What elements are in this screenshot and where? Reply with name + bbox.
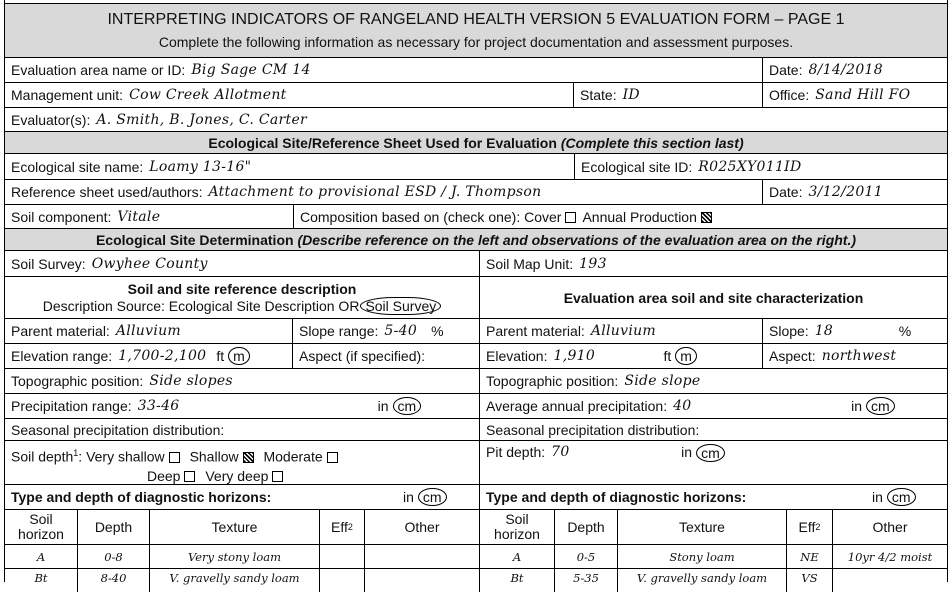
left-parent-material-label: Parent material: — [11, 323, 110, 339]
eco-header-text: Ecological Site/Reference Sheet Used for Evaluation — [208, 134, 561, 151]
right-precipitation-field[interactable] — [479, 394, 947, 418]
left-col-soil-horizon — [5, 510, 77, 544]
cover-checkbox[interactable] — [565, 212, 576, 223]
right-seasonal-precip-field[interactable]: Seasonal precipitation distribution: — [479, 419, 947, 440]
left-elevation-field[interactable] — [5, 344, 292, 368]
row-topographic-position — [5, 368, 947, 393]
soil-survey-circled-option[interactable]: Soil Survey — [360, 297, 441, 315]
right-pit-depth-field[interactable] — [479, 441, 947, 484]
right-topo-label: Topographic position: — [486, 373, 619, 389]
left-precip-label: Precipitation range: — [11, 398, 132, 414]
left-slope-value: 5-40 — [384, 323, 418, 339]
very-shallow-checkbox[interactable] — [169, 452, 180, 463]
right-parent-material-field[interactable] — [479, 319, 762, 343]
state-field[interactable] — [573, 83, 762, 107]
soil-survey-value: Owyhee County — [91, 255, 208, 272]
left-parent-material-field[interactable] — [5, 319, 292, 343]
left-slope-label: Slope range: — [299, 323, 379, 339]
office-field[interactable] — [762, 83, 947, 107]
right-aspect-field[interactable] — [762, 344, 947, 368]
right-col-horizon-line2: horizon — [494, 526, 540, 542]
right-slope-label: Slope: — [769, 323, 809, 339]
table-row — [5, 568, 947, 592]
reference-description-header — [5, 277, 479, 318]
left-topo-value: Side slopes — [149, 373, 233, 389]
left-col-horizon-line2: horizon — [18, 526, 64, 542]
date-value: 8/14/2018 — [808, 62, 883, 78]
soil-survey-field[interactable] — [5, 251, 479, 276]
row-soil-depth — [5, 440, 947, 484]
shallow-label: Shallow — [189, 448, 239, 465]
soil-depth-colon: : — [78, 448, 83, 465]
right-col-horizon-line1: Soil — [505, 511, 529, 527]
reference-date-value: 3/12/2011 — [808, 184, 883, 200]
right-col-texture: Texture — [617, 510, 786, 544]
right-elevation-field[interactable] — [479, 344, 762, 368]
left-elevation-value: 1,700-2,100 — [118, 348, 207, 364]
right-elevation-ft: ft — [663, 348, 672, 364]
very-shallow-label: Very shallow — [86, 448, 165, 465]
right-row2-texture[interactable]: V. gravelly sandy loam — [617, 569, 786, 592]
row-parent-material — [5, 318, 947, 343]
right-col-eff-sup: 2 — [815, 522, 821, 532]
right-col-soil-horizon — [479, 510, 554, 544]
pit-depth-value: 70 — [551, 444, 570, 460]
very-deep-checkbox[interactable] — [272, 471, 283, 482]
soil-map-unit-label: Soil Map Unit: — [486, 255, 574, 272]
left-row1-horizon[interactable]: A — [36, 549, 46, 564]
left-row2-horizon[interactable]: Bt — [34, 571, 48, 585]
left-topo-label: Topographic position: — [11, 373, 144, 389]
right-horizons-header — [479, 485, 947, 509]
reference-date-field[interactable] — [762, 180, 947, 204]
row-description-titles — [5, 276, 947, 318]
eco-header-note: (Complete this section last) — [560, 134, 744, 151]
site-determination-section-header — [5, 228, 947, 250]
right-col-other: Other — [832, 510, 947, 544]
left-soil-depth-field — [5, 441, 479, 484]
reference-description-title: Soil and site reference description — [127, 280, 357, 297]
right-row2-other[interactable] — [832, 569, 947, 592]
row-precipitation — [5, 393, 947, 418]
right-aspect-label: Aspect: — [769, 348, 816, 364]
row-ecological-site — [5, 153, 947, 179]
right-horizons-in: in — [872, 489, 883, 505]
left-aspect-label: Aspect (if specified): — [299, 348, 426, 364]
moderate-checkbox[interactable] — [327, 452, 338, 463]
left-precip-in: in — [377, 398, 389, 414]
right-precip-label: Average annual precipitation: — [486, 398, 668, 414]
left-horizons-header — [5, 485, 479, 509]
annual-production-label: Annual Production — [582, 208, 697, 225]
right-row2-horizon[interactable]: Bt — [479, 569, 554, 592]
pit-depth-label: Pit depth: — [486, 444, 546, 460]
left-horizons-label: Type and depth of diagnostic horizons: — [11, 489, 272, 505]
left-elevation-ft: ft — [216, 348, 225, 364]
row-elevation — [5, 343, 947, 368]
row-soil-survey — [5, 250, 947, 276]
reference-sheet-field[interactable] — [5, 180, 762, 204]
right-row1-depth[interactable]: 0-5 — [554, 545, 617, 568]
pit-depth-in: in — [681, 444, 693, 460]
left-col-eff — [319, 510, 364, 544]
office-value: Sand Hill FO — [815, 87, 911, 103]
eco-site-name-label: Ecological site name: — [11, 158, 144, 175]
eco-site-id-value: R025XY011ID — [698, 158, 802, 175]
deep-label: Deep — [147, 467, 181, 484]
left-aspect-field[interactable] — [292, 344, 479, 368]
evaluation-area-label: Evaluation area name or ID: — [11, 62, 186, 78]
right-horizons-label: Type and depth of diagnostic horizons: — [486, 489, 747, 505]
left-col-texture: Texture — [149, 510, 319, 544]
right-row1-eff[interactable]: NE — [786, 545, 832, 568]
management-unit-value: Cow Creek Allotment — [129, 87, 287, 103]
left-parent-material-value: Alluvium — [115, 323, 181, 339]
soil-component-label: Soil component: — [11, 208, 112, 225]
management-unit-label: Management unit: — [11, 87, 124, 103]
reference-sheet-label: Reference sheet used/authors: — [11, 184, 203, 200]
left-row1-texture[interactable]: Very stony loam — [149, 545, 319, 568]
reference-date-label: Date: — [769, 184, 803, 200]
annual-production-checkbox[interactable] — [701, 212, 712, 223]
left-precip-value: 33-46 — [137, 398, 180, 414]
soil-component-value: Vitale — [117, 208, 161, 225]
reference-sheet-value: Attachment to provisional ESD / J. Thompson — [208, 184, 542, 200]
right-row2-depth[interactable]: 5-35 — [554, 569, 617, 592]
row-management-unit — [5, 82, 947, 107]
left-topographic-position-field[interactable] — [5, 369, 479, 393]
right-topographic-position-field[interactable] — [479, 369, 947, 393]
right-slope-value: 18 — [814, 323, 834, 339]
description-source-label: Description Source: Ecological Site Description OR — [42, 297, 360, 314]
soil-map-unit-field[interactable] — [479, 251, 947, 276]
evaluation-area-field[interactable] — [5, 58, 762, 82]
left-col-depth: Depth — [77, 510, 149, 544]
ecological-site-section-header — [5, 131, 947, 153]
evaluators-field[interactable] — [5, 108, 947, 131]
ecological-site-id-field[interactable] — [574, 154, 947, 179]
left-slope-range-field[interactable] — [292, 319, 479, 343]
row-soil-component — [5, 204, 947, 228]
left-row1-eff[interactable] — [319, 545, 364, 568]
management-unit-field[interactable] — [5, 83, 573, 107]
evaluators-label: Evaluator(s): — [11, 111, 91, 128]
form-subtitle: Complete the following information as necessary for project documentation and assessment purposes. — [158, 34, 794, 50]
shallow-checkbox[interactable] — [243, 452, 254, 463]
soil-depth-label: Soil depth — [11, 448, 74, 465]
row-reference-sheet — [5, 179, 947, 204]
determination-header-text: Ecological Site Determination — [95, 231, 298, 248]
soil-map-unit-value: 193 — [579, 255, 607, 272]
right-row1-horizon[interactable]: A — [479, 545, 554, 568]
row-seasonal-precipitation — [5, 418, 947, 440]
right-row1-other[interactable]: 10yr 4/2 moist — [832, 545, 947, 568]
left-row1-depth[interactable]: 0-8 — [77, 545, 149, 568]
right-elevation-label: Elevation: — [486, 348, 548, 364]
form-title-block — [5, 3, 947, 57]
eco-site-name-value: Loamy 13-16" — [149, 158, 252, 175]
evaluation-area-value: Big Sage CM 14 — [191, 62, 311, 78]
composition-field — [293, 205, 947, 228]
very-deep-label: Very deep — [205, 467, 269, 484]
left-col-horizon-line1: Soil — [29, 511, 53, 527]
ecological-site-name-field[interactable] — [5, 154, 574, 179]
deep-checkbox[interactable] — [184, 471, 195, 482]
left-row2-eff[interactable] — [319, 569, 364, 592]
right-precip-in: in — [851, 398, 862, 414]
row-evaluators — [5, 107, 947, 131]
soil-survey-label: Soil Survey: — [11, 255, 86, 272]
right-aspect-value: northwest — [821, 348, 897, 364]
moderate-label: Moderate — [263, 448, 323, 465]
left-col-other: Other — [364, 510, 479, 544]
left-row1-other[interactable] — [364, 545, 479, 568]
left-horizons-cm-circled[interactable]: cm — [418, 488, 447, 506]
left-row2-other[interactable] — [364, 569, 479, 592]
left-elevation-label: Elevation range: — [11, 348, 113, 364]
form-title: INTERPRETING INDICATORS OF RANGELAND HEALTH VERSION 5 EVALUATION FORM – PAGE 1 — [107, 11, 845, 28]
right-topo-value: Side slope — [624, 373, 701, 389]
right-elevation-value: 1,910 — [553, 348, 596, 364]
right-parent-material-label: Parent material: — [486, 323, 585, 339]
right-elevation-m-circled[interactable]: m — [675, 347, 697, 365]
soil-component-field[interactable] — [5, 205, 293, 228]
state-value: ID — [622, 87, 640, 103]
determination-header-note: (Describe reference on the left and observations of the evaluation area on the right.) — [297, 231, 857, 248]
soil-depth-footnote: 1 — [73, 448, 79, 458]
evaluators-value: A. Smith, B. Jones, C. Carter — [96, 111, 308, 128]
evaluation-form — [4, 0, 948, 585]
left-seasonal-precip-field[interactable]: Seasonal precipitation distribution: — [11, 421, 225, 438]
right-row2-eff[interactable]: VS — [786, 569, 832, 592]
row-evaluation-area — [5, 57, 947, 82]
table-row — [5, 544, 947, 568]
right-slope-field[interactable] — [762, 319, 947, 343]
composition-label: Composition based on (check one): Cover — [300, 208, 562, 225]
left-row2-depth[interactable]: 8-40 — [77, 569, 149, 592]
left-elevation-m-circled[interactable]: m — [228, 347, 250, 365]
pit-depth-cm-circled[interactable]: cm — [696, 444, 725, 462]
row-diagnostic-horizons — [5, 484, 947, 509]
right-precip-cm-circled[interactable]: cm — [866, 397, 895, 415]
right-col-eff-text: Eff — [798, 519, 816, 535]
office-label: Office: — [769, 87, 810, 103]
right-precip-value: 40 — [673, 398, 692, 414]
right-parent-material-value: Alluvium — [590, 323, 656, 339]
eco-site-id-label: Ecological site ID: — [581, 158, 693, 175]
right-horizons-cm-circled[interactable]: cm — [887, 488, 916, 506]
date-label: Date: — [769, 62, 803, 78]
left-precipitation-field[interactable] — [5, 394, 479, 418]
left-precip-cm-circled[interactable]: cm — [393, 397, 422, 415]
state-label: State: — [580, 87, 617, 103]
right-slope-unit: % — [898, 323, 912, 339]
right-col-eff — [786, 510, 832, 544]
left-horizons-in: in — [403, 489, 414, 505]
left-slope-unit: % — [431, 323, 444, 339]
date-field[interactable] — [762, 58, 947, 82]
left-col-eff-sup: 2 — [347, 522, 353, 532]
evaluation-characterization-title: Evaluation area soil and site characterization — [479, 277, 947, 318]
horizon-table-header — [5, 509, 947, 544]
left-col-eff-text: Eff — [331, 519, 348, 535]
left-row2-texture[interactable]: V. gravelly sandy loam — [149, 569, 319, 592]
right-row1-texture[interactable]: Stony loam — [617, 545, 786, 568]
right-col-depth: Depth — [554, 510, 617, 544]
